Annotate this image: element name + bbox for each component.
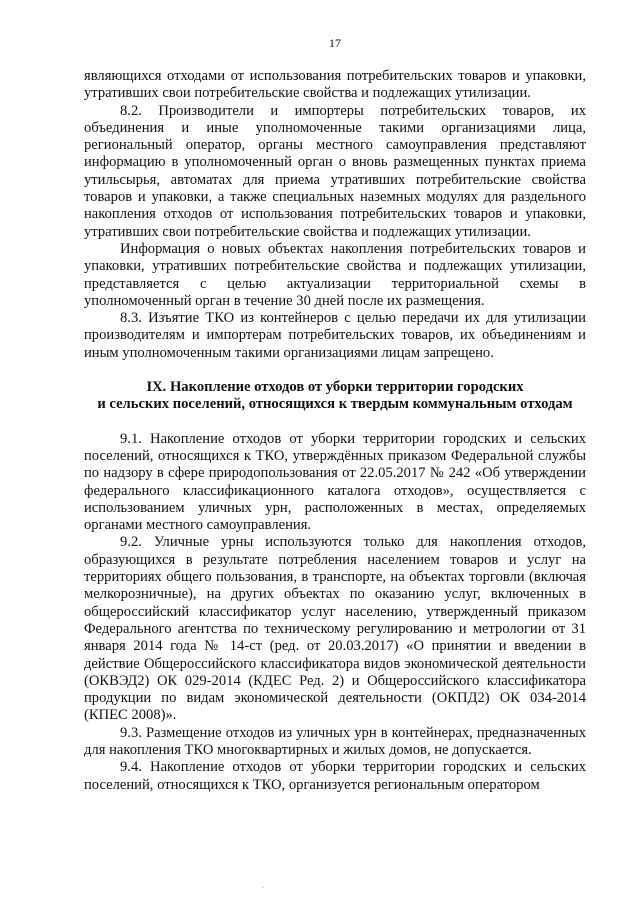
paragraph-8-2-info: Информация о новых объектах накопления потребительских товаров и упаковки, утративших потребительские свойства и подлежащих утилизации, представляется с целью актуализации территориальной схемы в уполномоченный орган в течение 30 дней после их размещения. <box>84 240 586 309</box>
scan-mark: . <box>262 880 265 890</box>
paragraph-9-4: 9.4. Накопление отходов от уборки территории городских и сельских поселений, относящихся к ТКО, организуется региональным оператором <box>84 759 586 793</box>
section-heading-line-1: IX. Накопление отходов от уборки территории городских <box>146 379 524 396</box>
section-heading <box>84 379 586 414</box>
heading-spacer <box>84 414 586 431</box>
paragraph-continuation: являющихся отходами от использования потребительских товаров и упаковки, утративших свои потребительские свойства и подлежащих утилизации. <box>84 68 586 102</box>
page-number: 17 <box>329 36 341 50</box>
document-body <box>84 68 586 794</box>
paragraph-9-3: 9.3. Размещение отходов из уличных урн в контейнерах, предназначенных для накопления ТКО многоквартирных и жилых домов, не допускается. <box>84 724 586 758</box>
paragraph-8-3: 8.3. Изъятие ТКО из контейнеров с целью передачи их для утилизации производителям и импортерам потребительских товаров, их объединениям и иным уполномоченным такими организациями лицам запрещено. <box>84 310 586 361</box>
paragraph-8-2: 8.2. Производители и импортеры потребительских товаров, их объединения и иные уполномоченные такими организациями лица, региональный оператор, органы местного самоуправления представляют информацию в уполномоченный орган о вновь размещенных пунктах приема утильсырья, автоматах для приема утративших потребительские свойства товаров и упаковки, а также специальных наземных модулях для раздельного накопления отходов от использования потребительских товаров и упаковки, утративших свои потребительские свойства и подлежащих утилизации. <box>84 102 586 240</box>
paragraph-9-2: 9.2. Уличные урны используются только для накопления отходов, образующихся в результате потребления населением товаров и услуг на территориях общего пользования, в транспорте, на объектах торговли (включая мелкорозничные), на других объектах по оказанию услуг, включенных в общероссийский классификатор услуг населению, утвержденный приказом Федерального агентства по техническому регулированию и метрологии от 31 января 2014 года № 14-ст (ред. от 20.03.2017) «О принятии и введении в действие Общероссийского классификатора видов экономической деятельности (ОКВЭД2) ОК 029-2014 (КДЕС Ред. 2) и Общероссийского классификатора продукции по видам экономической деятельности (ОКПД2) ОК 034-2014 (КПЕС 2008)». <box>84 534 586 724</box>
section-heading-line-2: и сельских поселений, относящихся к твердым коммунальным отходам <box>97 396 573 413</box>
paragraph-9-1: 9.1. Накопление отходов от уборки территории городских и сельских поселений, относящихся к ТКО, утверждённых приказом Федеральной службы по надзору в сфере природопользования от 22.05.2017 № 242 «Об утверждении федерального классификационного каталога отходов», осуществляется с использованием уличных урн, расположенных в местах, определяемых органами местного самоуправления. <box>84 430 586 534</box>
